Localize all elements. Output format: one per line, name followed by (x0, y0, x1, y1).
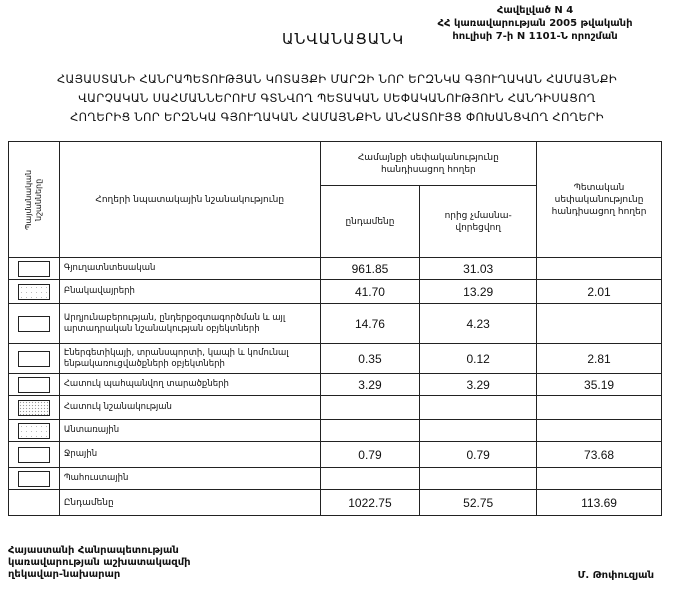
table-row (9, 280, 662, 304)
category-cell: Էներգետիկայի, տրանսպորտի, կապի և կոմունալ ենթակառուցվածքների օբյեկտների (59, 344, 320, 374)
main-heading (0, 70, 674, 127)
non-privatizable-cell: 13.29 (420, 280, 537, 304)
table-row (9, 374, 662, 396)
community-total-cell: 14.76 (320, 304, 420, 344)
category-cell: Հատուկ պահպանվող տարածքների (59, 374, 320, 396)
table-row (9, 396, 662, 420)
annex-line-1: Հավելված N 4 (496, 5, 574, 16)
table-row (9, 420, 662, 442)
symbol-cell (9, 304, 60, 344)
non-privatizable-cell (420, 468, 537, 490)
legend-swatch-icon (18, 471, 50, 487)
state-owned-cell: 35.19 (537, 374, 662, 396)
land-table (8, 141, 662, 516)
non-privatizable-cell: 0.12 (420, 344, 537, 374)
totals-label: Ընդամենը (59, 490, 320, 516)
legend-swatch-icon (18, 261, 50, 277)
community-total-cell (320, 396, 420, 420)
state-owned-sum: 113.69 (537, 490, 662, 516)
heading-line-1: ՀԱՅԱՍՏԱՆԻ ՀԱՆՐԱՊԵՏՈՒԹՅԱՆ ԿՈՏԱՅՔԻ ՄԱՐԶԻ ՆՈՐ ԵՐԶՆԿԱ ԳՅՈՒՂԱԿԱՆ ՀԱՄԱՅՆՔԻ (56, 72, 618, 86)
community-total-cell: 3.29 (320, 374, 420, 396)
symbol-cell (9, 344, 60, 374)
symbol-cell (9, 280, 60, 304)
header-non-privatizable: որից չմասնա- վորեցվող (420, 186, 537, 258)
position-line-1: Հայաստանի Հանրապետության (8, 545, 179, 556)
position-line-3: ղեկավար-նախարար (8, 569, 121, 580)
state-owned-cell (537, 258, 662, 280)
category-cell: Հատուկ նշանակության (59, 396, 320, 420)
community-total-cell: 0.79 (320, 442, 420, 468)
category-cell: Գյուղատնտեսական (59, 258, 320, 280)
header-total: ընդամենը (320, 186, 420, 258)
legend-swatch-icon (18, 400, 50, 416)
header-symbols-label: Պայմանական նշանները (23, 169, 43, 230)
category-cell: Պահուստային (59, 468, 320, 490)
signatory-position (8, 545, 191, 581)
header-community-group: Համայնքի սեփականությունը հանդիսացող հողեր (320, 142, 536, 186)
legend-swatch-icon (18, 316, 50, 332)
legend-swatch-icon (18, 377, 50, 393)
state-owned-cell (537, 468, 662, 490)
non-privatizable-cell: 31.03 (420, 258, 537, 280)
community-total-cell (320, 420, 420, 442)
legend-swatch-icon (18, 351, 50, 367)
table-row (9, 258, 662, 280)
signatory-name: Մ. Թոփուզյան (577, 570, 654, 581)
annex-reference (410, 4, 660, 43)
state-owned-cell: 2.01 (537, 280, 662, 304)
position-line-2: կառավարության աշխատակազմի (8, 557, 191, 568)
heading-line-3: ՀՈՂԵՐԻՑ ՆՈՐ ԵՐԶՆԿԱ ԳՅՈՒՂԱԿԱՆ ՀԱՄԱՅՆՔԻՆ ԱՆՀԱՏՈՒՅՑ ՓՈԽԱՆՑՎՈՂ ՀՈՂԵՐԻ (70, 110, 604, 124)
symbol-cell (9, 420, 60, 442)
category-cell: Արդյունաբերության, ընդերքօգտագործման և այլ արտադրական նշանակության օբյեկտների (59, 304, 320, 344)
category-cell: Բնակավայրերի (59, 280, 320, 304)
state-owned-cell (537, 396, 662, 420)
symbol-cell (9, 396, 60, 420)
table-row (9, 442, 662, 468)
community-total-cell: 41.70 (320, 280, 420, 304)
annex-line-3: հուլիսի 7-ի N 1101-Ն որոշման (452, 31, 618, 42)
legend-swatch-icon (18, 423, 50, 439)
legend-swatch-icon (18, 284, 50, 300)
non-privatizable-cell: 3.29 (420, 374, 537, 396)
category-cell: Ջրային (59, 442, 320, 468)
non-privatizable-cell (420, 396, 537, 420)
community-total-cell (320, 468, 420, 490)
document-title: ԱՆՎԱՆԱՑԱՆԿ (282, 30, 405, 48)
non-privatizable-cell: 4.23 (420, 304, 537, 344)
symbol-cell (9, 442, 60, 468)
non-privatizable-cell (420, 420, 537, 442)
non-privatizable-sum: 52.75 (420, 490, 537, 516)
table-row (9, 468, 662, 490)
header-state-owned: Պետական սեփականությունը հանդիսացող հողեր (537, 142, 662, 258)
state-owned-cell (537, 420, 662, 442)
header-symbols (9, 142, 60, 258)
symbol-cell (9, 490, 60, 516)
community-total-cell: 961.85 (320, 258, 420, 280)
community-total-sum: 1022.75 (320, 490, 420, 516)
state-owned-cell: 73.68 (537, 442, 662, 468)
symbol-cell (9, 468, 60, 490)
annex-line-2: ՀՀ կառավարության 2005 թվականի (437, 18, 633, 29)
community-total-cell: 0.35 (320, 344, 420, 374)
symbol-cell (9, 258, 60, 280)
state-owned-cell (537, 304, 662, 344)
header-purpose: Հողերի նպատակային նշանակությունը (59, 142, 320, 258)
category-cell: Անտառային (59, 420, 320, 442)
heading-line-2: ՎԱՐՉԱԿԱՆ ՍԱՀՄԱՆՆԵՐՈՒՄ ԳՏՆՎՈՂ ՊԵՏԱԿԱՆ ՍԵՓԱԿԱՆՈՒԹՅՈՒՆ ՀԱՆԴԻՍԱՑՈՂ (78, 91, 596, 105)
totals-row (9, 490, 662, 516)
symbol-cell (9, 374, 60, 396)
non-privatizable-cell: 0.79 (420, 442, 537, 468)
state-owned-cell: 2.81 (537, 344, 662, 374)
table-row (9, 344, 662, 374)
legend-swatch-icon (18, 447, 50, 463)
table-row (9, 304, 662, 344)
